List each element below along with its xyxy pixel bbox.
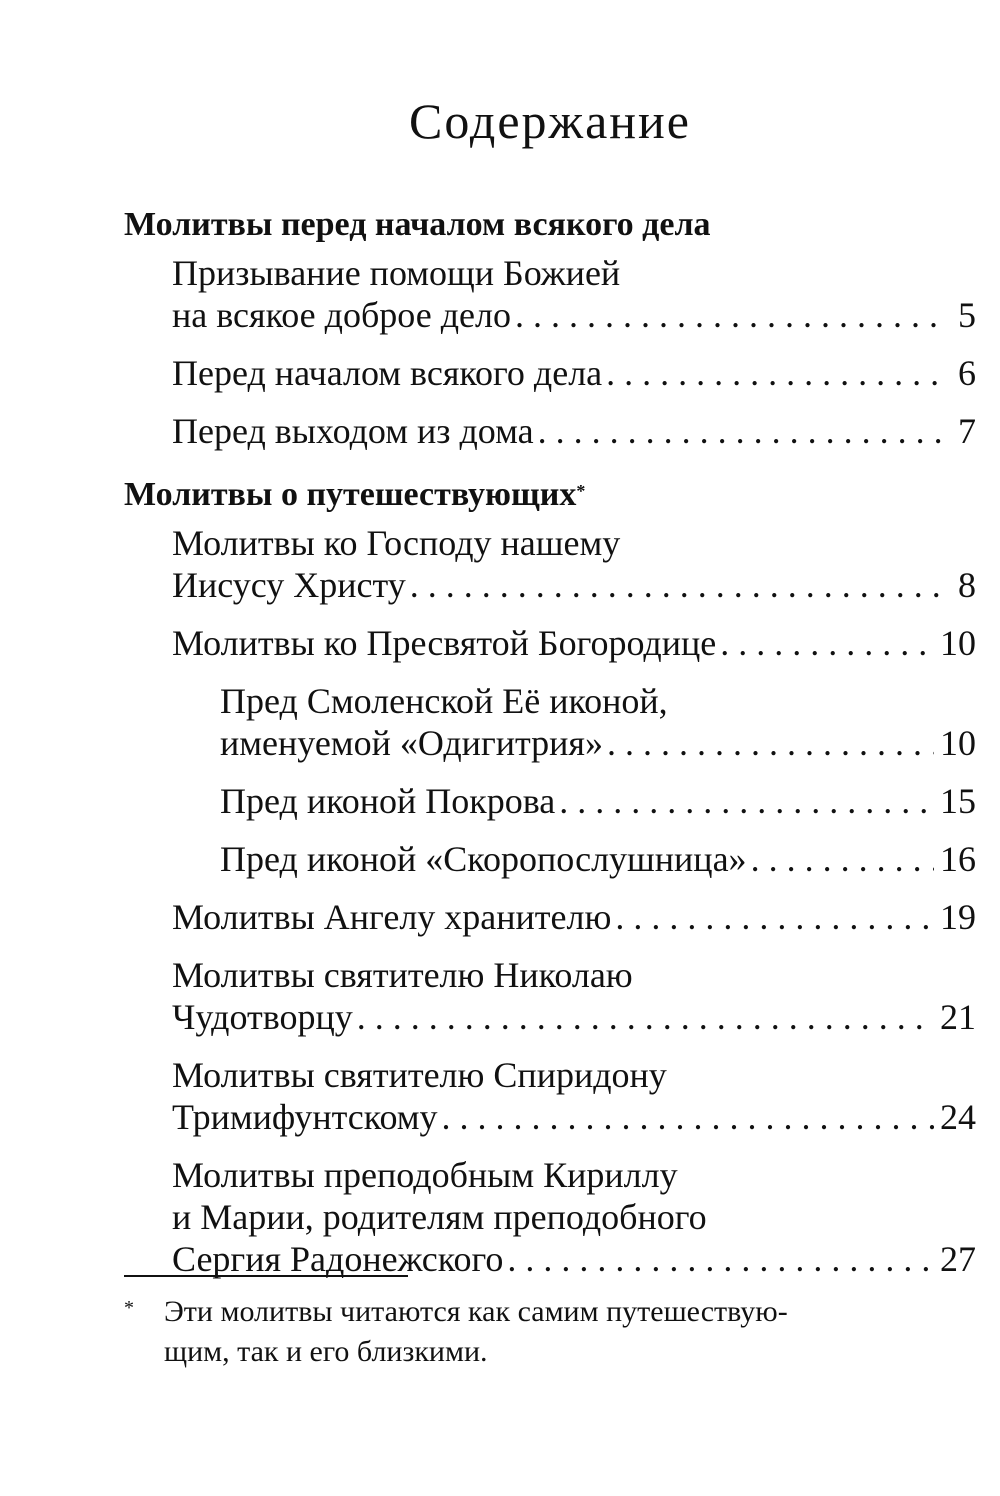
footnote (124, 1292, 984, 1372)
entry-text: Пред Смоленской Её иконой, (220, 681, 668, 721)
entry-text: Молитвы ко Господу нашему (172, 523, 621, 563)
entry-text: на всякое доброе дело (172, 295, 511, 335)
entry-text: Молитвы ко Пресвятой Богородице (172, 623, 717, 663)
section-heading: Молитвы перед началом всякого дела (124, 206, 711, 243)
toc-entry[interactable] (124, 1154, 976, 1280)
footnote-rule (124, 1275, 408, 1277)
footnote-text: щим, так и его близкими. (164, 1335, 488, 1368)
entry-text: Молитвы святителю Спиридону (172, 1055, 667, 1095)
toc-subentry[interactable] (124, 838, 976, 880)
page-number: 21 (940, 997, 976, 1037)
entry-text: Тримифунтскому (172, 1097, 438, 1137)
toc-entry[interactable] (124, 252, 976, 336)
leader-dots (507, 1238, 934, 1280)
entry-text: Перед началом всякого дела (172, 353, 603, 393)
leader-dots (607, 722, 934, 764)
leader-dots (559, 780, 934, 822)
entry-text: Пред иконой Покрова (220, 781, 556, 821)
page-number: 27 (940, 1239, 976, 1279)
entry-text: именуемой «Одигитрия» (220, 723, 603, 763)
page-number: 10 (940, 623, 976, 663)
leader-dots (615, 896, 934, 938)
page-number: 15 (940, 781, 976, 821)
toc-entry[interactable] (124, 522, 976, 606)
entry-text: Пред иконой «Скоропослушница» (220, 839, 747, 879)
entry-text: Молитвы преподобным Кириллу (172, 1155, 678, 1195)
entry-text: Сергия Радонежского (172, 1239, 504, 1279)
page-number: 16 (940, 839, 976, 879)
footnote-text: Эти молитвы читаются как самим путешествую- (164, 1295, 788, 1328)
page-number: 19 (940, 897, 976, 937)
entry-text: Чудотворцу (172, 997, 353, 1037)
toc-entry[interactable] (124, 352, 976, 394)
table-of-contents (124, 198, 976, 1296)
page-title: Содержание (409, 93, 691, 149)
toc-entry[interactable] (124, 410, 976, 452)
entry-text: Молитвы Ангелу хранителю (172, 897, 612, 937)
leader-dots (357, 996, 934, 1038)
leader-dots (720, 622, 934, 664)
leader-dots (410, 564, 948, 606)
entry-text: Иисусу Христу (172, 565, 406, 605)
toc-entry[interactable] (124, 622, 976, 664)
entry-text: Призывание помощи Божией (172, 253, 621, 293)
page-number: 8 (958, 565, 976, 605)
page-number: 24 (940, 1097, 976, 1137)
toc-entry[interactable] (124, 954, 976, 1038)
entry-text: Молитвы святителю Николаю (172, 955, 633, 995)
page-number: 6 (958, 353, 976, 393)
toc-subentry[interactable] (124, 780, 976, 822)
toc-entry[interactable] (124, 896, 976, 938)
leader-dots (442, 1096, 934, 1138)
footnote-marker: * (576, 481, 586, 501)
page-number: 10 (940, 723, 976, 763)
page-number: 5 (958, 295, 976, 335)
leader-dots (515, 294, 948, 336)
leader-dots (538, 410, 948, 452)
toc-entry[interactable] (124, 1054, 976, 1138)
footnote-marker: * (124, 1297, 134, 1319)
page-number: 7 (958, 411, 976, 451)
entry-text: и Марии, родителям преподобного (172, 1197, 707, 1237)
toc-subentry[interactable] (124, 680, 976, 764)
entry-text: Перед выходом из дома (172, 411, 534, 451)
section-heading: Молитвы о путешествующих* (124, 476, 586, 513)
leader-dots (751, 838, 934, 880)
leader-dots (606, 352, 948, 394)
